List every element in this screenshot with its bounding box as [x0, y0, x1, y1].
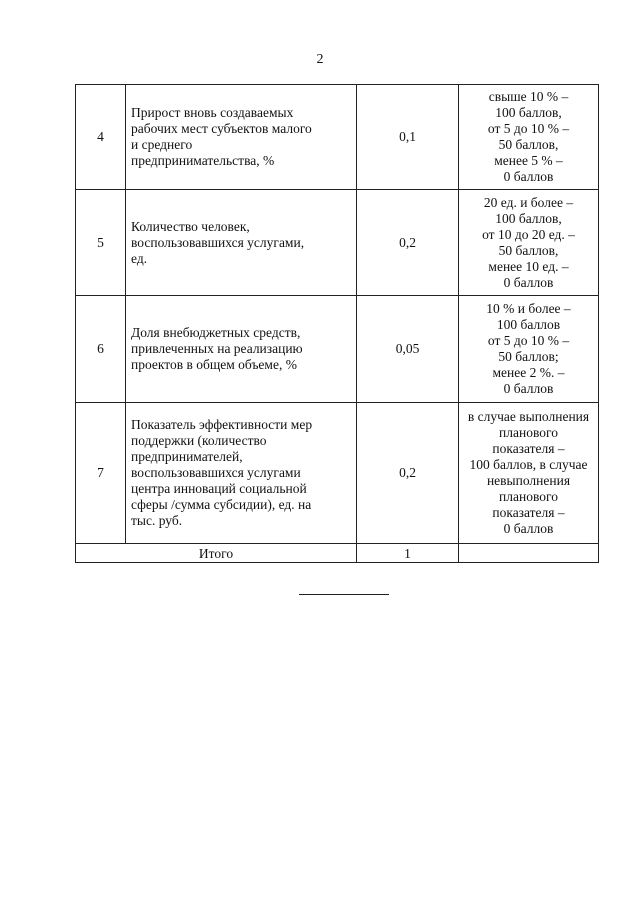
scoring-cell [459, 85, 599, 190]
scoring-line: 50 баллов; [498, 349, 559, 364]
indicator-line: сферы /сумма субсидии), ед. на [131, 497, 312, 512]
scoring-line: менее 2 %. – [492, 365, 565, 380]
scoring-line: от 10 до 20 ед. – [482, 226, 575, 242]
scoring-line: свыше 10 % – [488, 89, 569, 104]
total-scoring-cell [459, 544, 599, 563]
indicator-cell [126, 85, 357, 190]
row-number: 6 [76, 296, 126, 403]
scoring-line: 10 % и более – [486, 301, 571, 316]
scoring-line: планового [499, 489, 558, 504]
scoring-line: 0 баллов [503, 169, 554, 184]
scoring-line: 100 баллов, [495, 105, 562, 120]
scoring-line: невыполнения [486, 473, 571, 488]
indicator-line: Показатель эффективности мер [131, 417, 313, 432]
weight-cell: 0,2 [357, 403, 459, 544]
indicator-cell [126, 190, 357, 296]
scoring-line: планового [499, 425, 558, 440]
weight-cell: 0,2 [357, 190, 459, 296]
indicator-cell [126, 296, 357, 403]
scoring-line: в случае выполнения [467, 409, 590, 424]
total-row [76, 544, 599, 563]
indicator-line: предпринимательства, % [131, 153, 275, 168]
scoring-line: 100 баллов, в случае [469, 457, 588, 472]
scoring-line: показателя – [492, 441, 565, 456]
indicator-cell [126, 403, 357, 544]
indicator-line: Доля внебюджетных средств, [131, 325, 301, 340]
row-number: 7 [76, 403, 126, 544]
indicator-line: Количество человек, [131, 218, 250, 234]
weight-cell: 0,1 [357, 85, 459, 190]
weight-cell: 0,05 [357, 296, 459, 403]
scoring-line: 0 баллов [503, 381, 554, 396]
indicator-line: привлеченных на реализацию [131, 341, 303, 356]
end-divider [299, 594, 389, 595]
scoring-line: менее 10 ед. – [488, 258, 569, 274]
scoring-line: 50 баллов, [498, 137, 559, 152]
indicator-line: центра инноваций социальной [131, 481, 307, 496]
scoring-line: 0 баллов [503, 274, 554, 290]
scoring-line: 100 баллов [496, 317, 561, 332]
indicator-line: поддержки (количество [131, 433, 267, 448]
table-row [76, 85, 599, 190]
indicator-line: Прирост вновь создаваемых [131, 105, 294, 120]
indicator-line: воспользовавшихся услугами, [131, 234, 305, 250]
table-row [76, 190, 599, 296]
total-weight: 1 [357, 544, 459, 563]
indicator-line: предпринимателей, [131, 449, 243, 464]
scoring-line: 20 ед. и более – [483, 194, 574, 210]
scoring-cell [459, 296, 599, 403]
table-row [76, 296, 599, 403]
scoring-line: 0 баллов [503, 521, 554, 536]
scoring-line: от 5 до 10 % – [487, 333, 570, 348]
scoring-line: 100 баллов, [495, 210, 562, 226]
criteria-table [75, 84, 599, 563]
indicator-line: рабочих мест субъектов малого [131, 121, 312, 136]
indicator-line: тыс. руб. [131, 513, 183, 528]
row-number: 4 [76, 85, 126, 190]
page-number: 2 [316, 52, 324, 67]
indicator-line: воспользовавшихся услугами [131, 465, 301, 480]
scoring-line: 50 баллов, [498, 242, 559, 258]
indicator-line: проектов в общем объеме, % [131, 357, 297, 372]
scoring-cell [459, 190, 599, 296]
table-row [76, 403, 599, 544]
total-label: Итого [76, 544, 357, 563]
scoring-line: показателя – [492, 505, 565, 520]
indicator-line: и среднего [131, 137, 193, 152]
scoring-cell [459, 403, 599, 544]
indicator-line: ед. [131, 250, 148, 266]
scoring-line: менее 5 % – [494, 153, 563, 168]
scoring-line: от 5 до 10 % – [487, 121, 570, 136]
row-number: 5 [76, 190, 126, 296]
